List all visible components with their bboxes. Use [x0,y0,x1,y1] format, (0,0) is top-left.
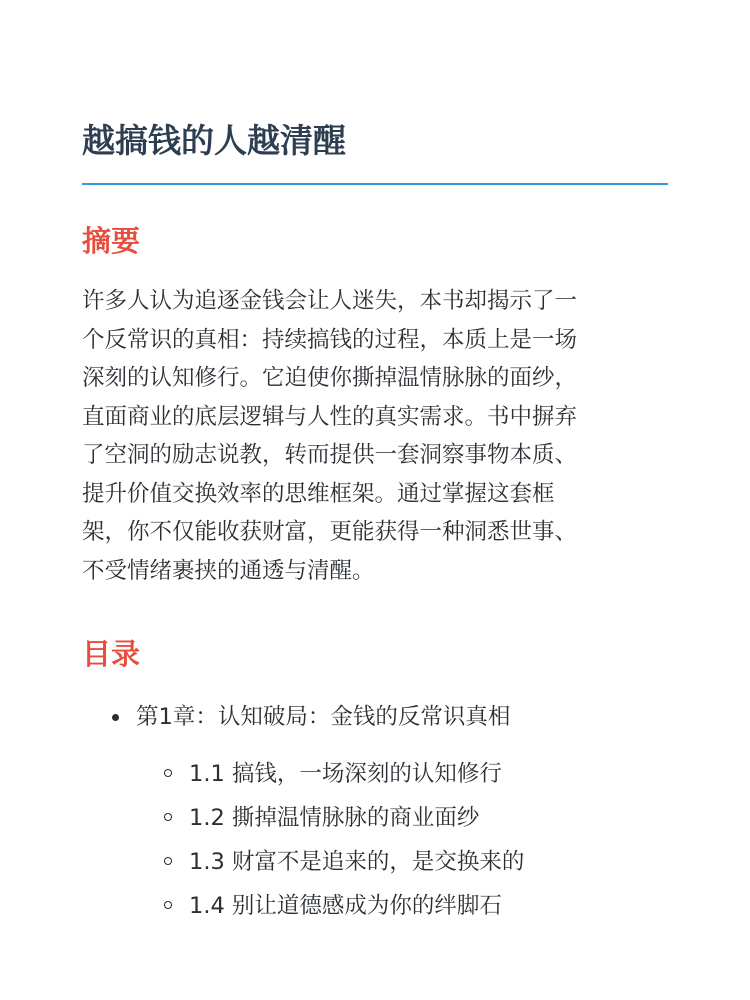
toc-section-label: 1.1 搞钱，一场深刻的认知修行 [189,761,502,787]
toc-section-label: 1.3 财富不是追来的，是交换来的 [189,849,525,875]
abstract-line: 了空洞的励志说教，转而提供一套洞察事物本质、 [82,442,578,468]
bullet-circle-icon [164,769,172,777]
abstract-line: 个反常识的真相：持续搞钱的过程，本质上是一场 [82,326,578,353]
abstract-line: 直面商业的底层逻辑与人性的真实需求。书中摒弃 [82,403,578,430]
abstract-paragraph [82,282,668,590]
abstract-line: 深刻的认知修行。它迫使你撕掉温情脉脉的面纱， [82,365,578,391]
abstract-line: 提升价值交换效率的思维框架。通过掌握这套框 [82,480,555,507]
document-title: 越搞钱的人越清醒 [82,121,346,160]
toc-section-label: 1.4 别让道德感成为你的绊脚石 [189,893,502,919]
bullet-circle-icon [164,901,172,909]
toc-section-label: 1.2 撕掉温情脉脉的商业面纱 [189,805,480,831]
toc-heading: 目录 [82,637,141,671]
bullet-circle-icon [164,857,172,865]
abstract-line: 不受情绪裹挟的通透与清醒。 [82,557,375,584]
abstract-heading: 摘要 [82,224,141,258]
abstract-line: 许多人认为追逐金钱会让人迷失，本书却揭示了一 [82,288,578,314]
abstract-line: 架，你不仅能收获财富，更能获得一种洞悉世事、 [82,519,578,545]
bullet-circle-icon [164,813,172,821]
bullet-disc-icon [112,714,119,721]
toc-chapter-label: 第1章：认知破局：金钱的反常识真相 [136,704,511,730]
title-divider [82,183,668,185]
